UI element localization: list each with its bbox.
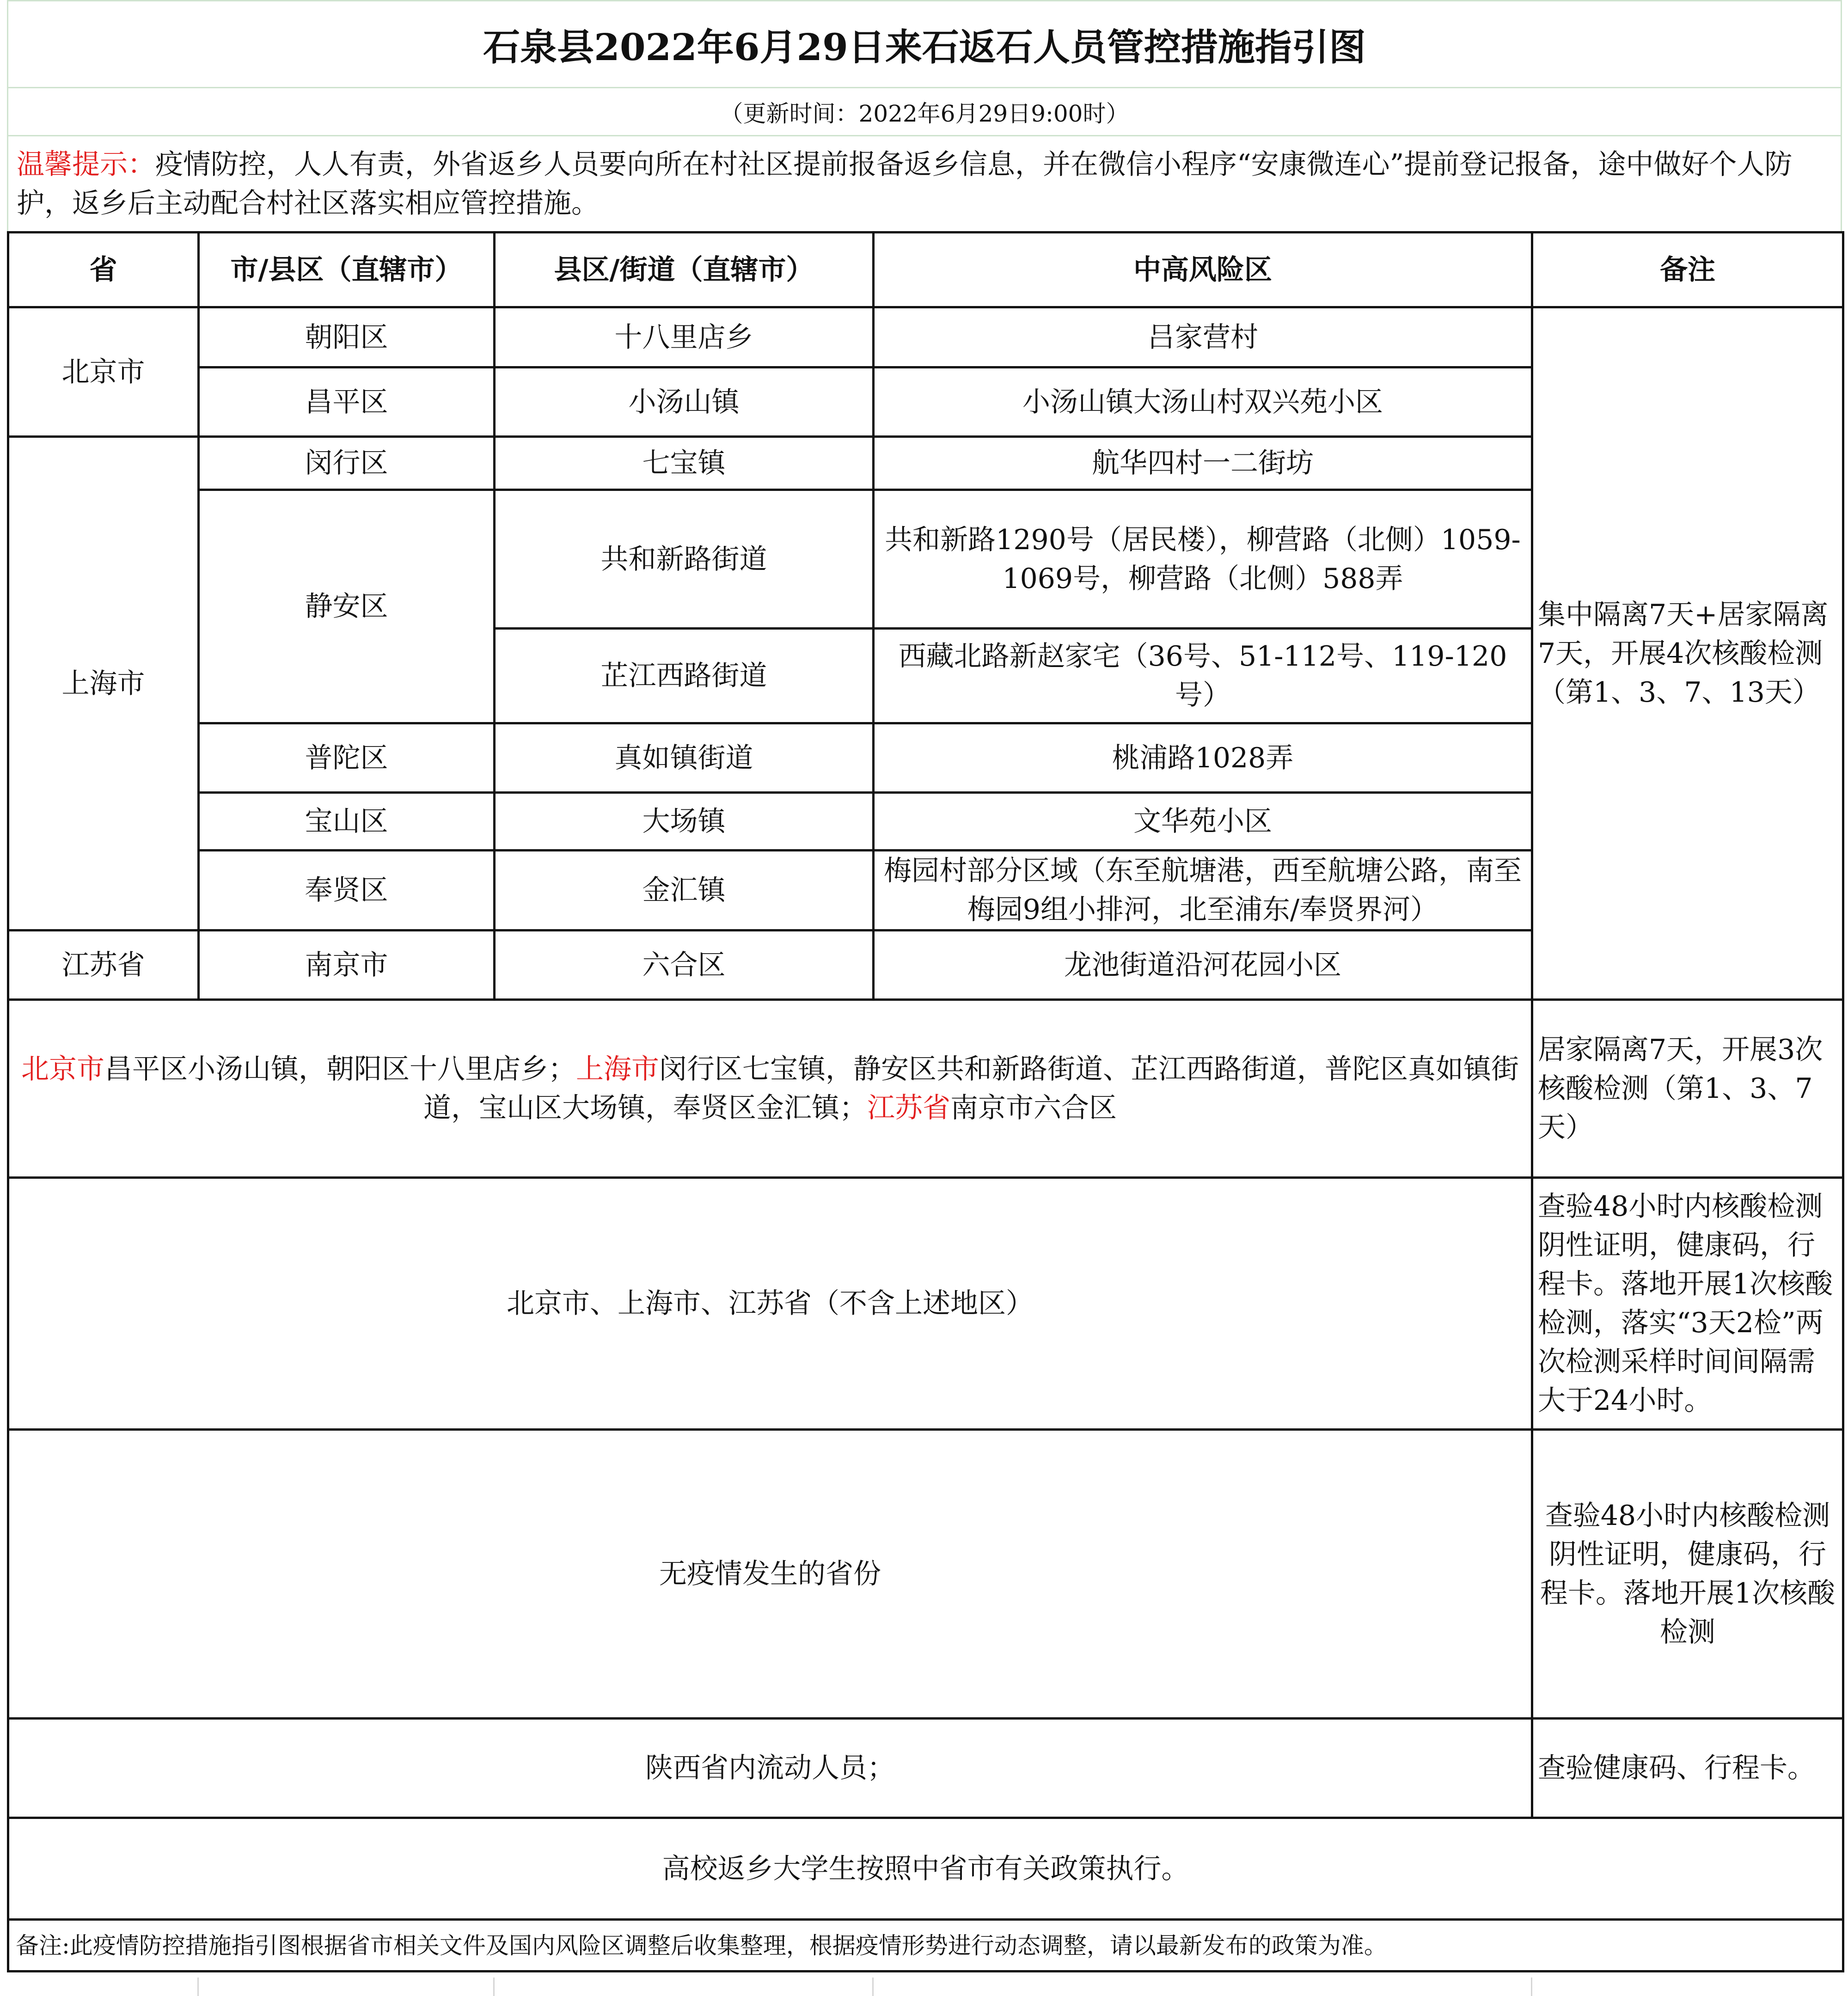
city-cell: 昌平区 xyxy=(199,367,495,437)
notice-header xyxy=(7,0,1842,233)
other-region-area: 无疫情发生的省份 xyxy=(8,1430,1532,1719)
risk-area-cell: 小汤山镇大汤山村双兴苑小区 xyxy=(874,367,1532,437)
district-cell: 共和新路街道 xyxy=(495,490,874,629)
district-cell: 小汤山镇 xyxy=(495,367,874,437)
gridline xyxy=(1531,1978,1532,1996)
summary-remark: 居家隔离7天，开展3次核酸检测（第1、3、7天） xyxy=(1532,1000,1843,1178)
risk-area-cell: 航华四村一二街坊 xyxy=(874,437,1532,490)
city-cell: 宝山区 xyxy=(199,793,495,851)
warm-tip-text: 疫情防控，人人有责，外省返乡人员要向所在村社区提前报备返乡信息，并在微信小程序“安康微连心”提前登记报备，途中做好个人防护，返乡后主动配合村社区落实相应管控措施。 xyxy=(17,148,1793,220)
risk-area-cell: 西藏北路新赵家宅（36号、51-112号、119-120号） xyxy=(874,629,1532,723)
city-cell: 朝阳区 xyxy=(199,307,495,367)
control-measures-table xyxy=(7,231,1844,1972)
province-cell: 江苏省 xyxy=(8,931,199,1000)
other-region-remark: 查验48小时内核酸检测阴性证明，健康码，行程卡。落地开展1次核酸检测 xyxy=(1532,1430,1843,1719)
other-region-row xyxy=(8,1178,1843,1430)
other-region-remark: 查验48小时内核酸检测阴性证明，健康码，行程卡。落地开展1次核酸检测，落实“3天2检”两次检测采样时间间隔需大于24小时。 xyxy=(1532,1178,1843,1430)
risk-area-cell: 龙池街道沿河花园小区 xyxy=(874,931,1532,1000)
province-cell: 上海市 xyxy=(8,437,199,931)
student-row xyxy=(8,1818,1843,1920)
district-cell: 芷江西路街道 xyxy=(495,629,874,723)
risk-area-cell: 文华苑小区 xyxy=(874,793,1532,851)
city-cell: 奉贤区 xyxy=(199,851,495,931)
summary-shanghai-areas: 闵行区七宝镇，静安区共和新路街道、芷江西路街道，普陀区真如镇街道，宝山区大场镇，奉贤区金汇镇； xyxy=(423,1053,1519,1124)
update-time: （更新时间：2022年6月29日9:00时） xyxy=(8,88,1842,136)
header-city: 市/县区（直辖市） xyxy=(199,233,495,307)
other-region-remark: 查验健康码、行程卡。 xyxy=(1532,1719,1843,1818)
city-cell: 南京市 xyxy=(199,931,495,1000)
summary-beijing: 北京市 xyxy=(21,1053,104,1085)
summary-shanghai: 上海市 xyxy=(576,1053,659,1085)
district-cell: 真如镇街道 xyxy=(495,723,874,793)
header-district: 县区/街道（直辖市） xyxy=(495,233,874,307)
other-region-row xyxy=(8,1719,1843,1818)
sheet-gridlines xyxy=(7,1978,1842,1996)
city-cell: 普陀区 xyxy=(199,723,495,793)
warm-tip-label: 温馨提示： xyxy=(17,148,155,181)
city-cell: 静安区 xyxy=(199,490,495,723)
other-region-area: 陕西省内流动人员； xyxy=(8,1719,1532,1818)
summary-jiangsu: 江苏省 xyxy=(867,1092,950,1124)
summary-jiangsu-areas: 南京市六合区 xyxy=(950,1092,1117,1124)
gridline xyxy=(493,1978,495,1996)
other-region-row xyxy=(8,1430,1843,1719)
summary-areas xyxy=(8,1000,1532,1178)
risk-area-cell: 桃浦路1028弄 xyxy=(874,723,1532,793)
risk-area-cell: 共和新路1290号（居民楼），柳营路（北侧）1059-1069号，柳营路（北侧）588弄 xyxy=(874,490,1532,629)
student-policy: 高校返乡大学生按照中省市有关政策执行。 xyxy=(8,1818,1843,1920)
header-province: 省 xyxy=(8,233,199,307)
table-header-row xyxy=(8,233,1843,307)
district-cell: 七宝镇 xyxy=(495,437,874,490)
district-cell: 金汇镇 xyxy=(495,851,874,931)
header-remark: 备注 xyxy=(1532,233,1843,307)
city-cell: 闵行区 xyxy=(199,437,495,490)
footnote: 备注:此疫情防控措施指引图根据省市相关文件及国内风险区调整后收集整理，根据疫情形势进行动态调整，请以最新发布的政策为准。 xyxy=(8,1920,1843,1972)
warm-tip xyxy=(8,136,1842,232)
gridline xyxy=(872,1978,874,1996)
province-cell: 北京市 xyxy=(8,307,199,437)
table-row xyxy=(8,307,1843,367)
footnote-row xyxy=(8,1920,1843,1972)
risk-area-cell: 梅园村部分区域（东至航塘港，西至航塘公路，南至梅园9组小排河，北至浦东/奉贤界河） xyxy=(874,851,1532,931)
gridline xyxy=(197,1978,199,1996)
summary-row xyxy=(8,1000,1843,1178)
summary-beijing-areas: 昌平区小汤山镇，朝阳区十八里店乡； xyxy=(104,1053,576,1085)
other-region-area: 北京市、上海市、江苏省（不含上述地区） xyxy=(8,1178,1532,1430)
risk-area-cell: 吕家营村 xyxy=(874,307,1532,367)
district-cell: 十八里店乡 xyxy=(495,307,874,367)
header-risk-area: 中高风险区 xyxy=(874,233,1532,307)
risk-remark-cell: 集中隔离7天+居家隔离7天，开展4次核酸检测（第1、3、7、13天） xyxy=(1532,307,1843,1000)
page-title: 石泉县2022年6月29日来石返石人员管控措施指引图 xyxy=(8,1,1842,88)
district-cell: 大场镇 xyxy=(495,793,874,851)
district-cell: 六合区 xyxy=(495,931,874,1000)
